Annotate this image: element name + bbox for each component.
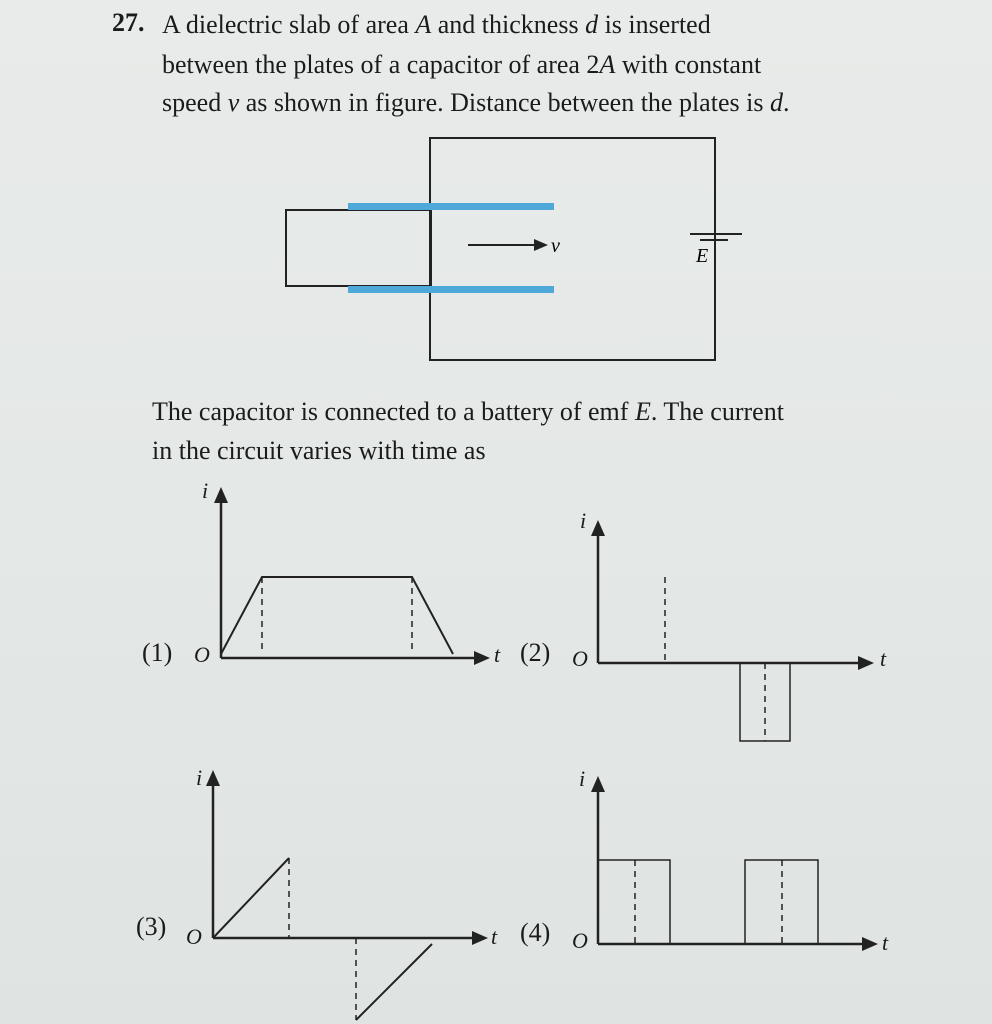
option-1-label: (1) — [142, 638, 173, 667]
option-2-y-axis: i — [580, 508, 587, 533]
graph-2 — [591, 520, 874, 741]
option-2-label: (2) — [520, 638, 551, 667]
dielectric-slab — [286, 210, 431, 286]
question-line-3: speed v as shown in figure. Distance between the plates is d. — [162, 88, 790, 117]
graph-1-curve — [221, 577, 453, 654]
capacitor-plate-bottom — [348, 286, 554, 293]
option-2-x-axis: t — [880, 646, 887, 671]
option-3-origin: O — [186, 924, 202, 949]
option-4-x-axis: t — [882, 930, 889, 955]
velocity-label: v — [551, 235, 560, 257]
capacitor-plate-top — [348, 203, 554, 210]
graph-4 — [591, 776, 878, 951]
question-line-2: between the plates of a capacitor of area 2A with constant — [162, 50, 762, 79]
option-3-x-axis: t — [491, 924, 498, 949]
graph-4-pulse-1 — [598, 860, 670, 944]
option-4-y-axis: i — [579, 766, 586, 791]
graph-3-curve-rise — [213, 858, 289, 938]
option-4-origin: O — [572, 928, 588, 953]
statement-line-2: in the circuit varies with time as — [152, 436, 486, 465]
graph-3 — [206, 770, 488, 1020]
capacitor-diagram — [286, 138, 742, 360]
question-line-1: A dielectric slab of area A and thickness d is inserted — [162, 10, 711, 39]
circuit-loop — [430, 138, 715, 360]
option-2-origin: O — [572, 646, 588, 671]
graph-1 — [214, 487, 490, 665]
statement-line-1: The capacitor is connected to a battery of emf E. The current — [152, 397, 784, 426]
option-3-label: (3) — [136, 912, 167, 941]
battery-label: E — [696, 245, 709, 267]
option-4-label: (4) — [520, 918, 551, 947]
option-3-y-axis: i — [196, 765, 203, 790]
graph-3-curve-lower — [356, 944, 432, 1020]
question-number: 27. — [112, 8, 145, 37]
option-1-origin: O — [194, 642, 210, 667]
option-1-x-axis: t — [494, 642, 501, 667]
option-1-y-axis: i — [202, 478, 209, 503]
